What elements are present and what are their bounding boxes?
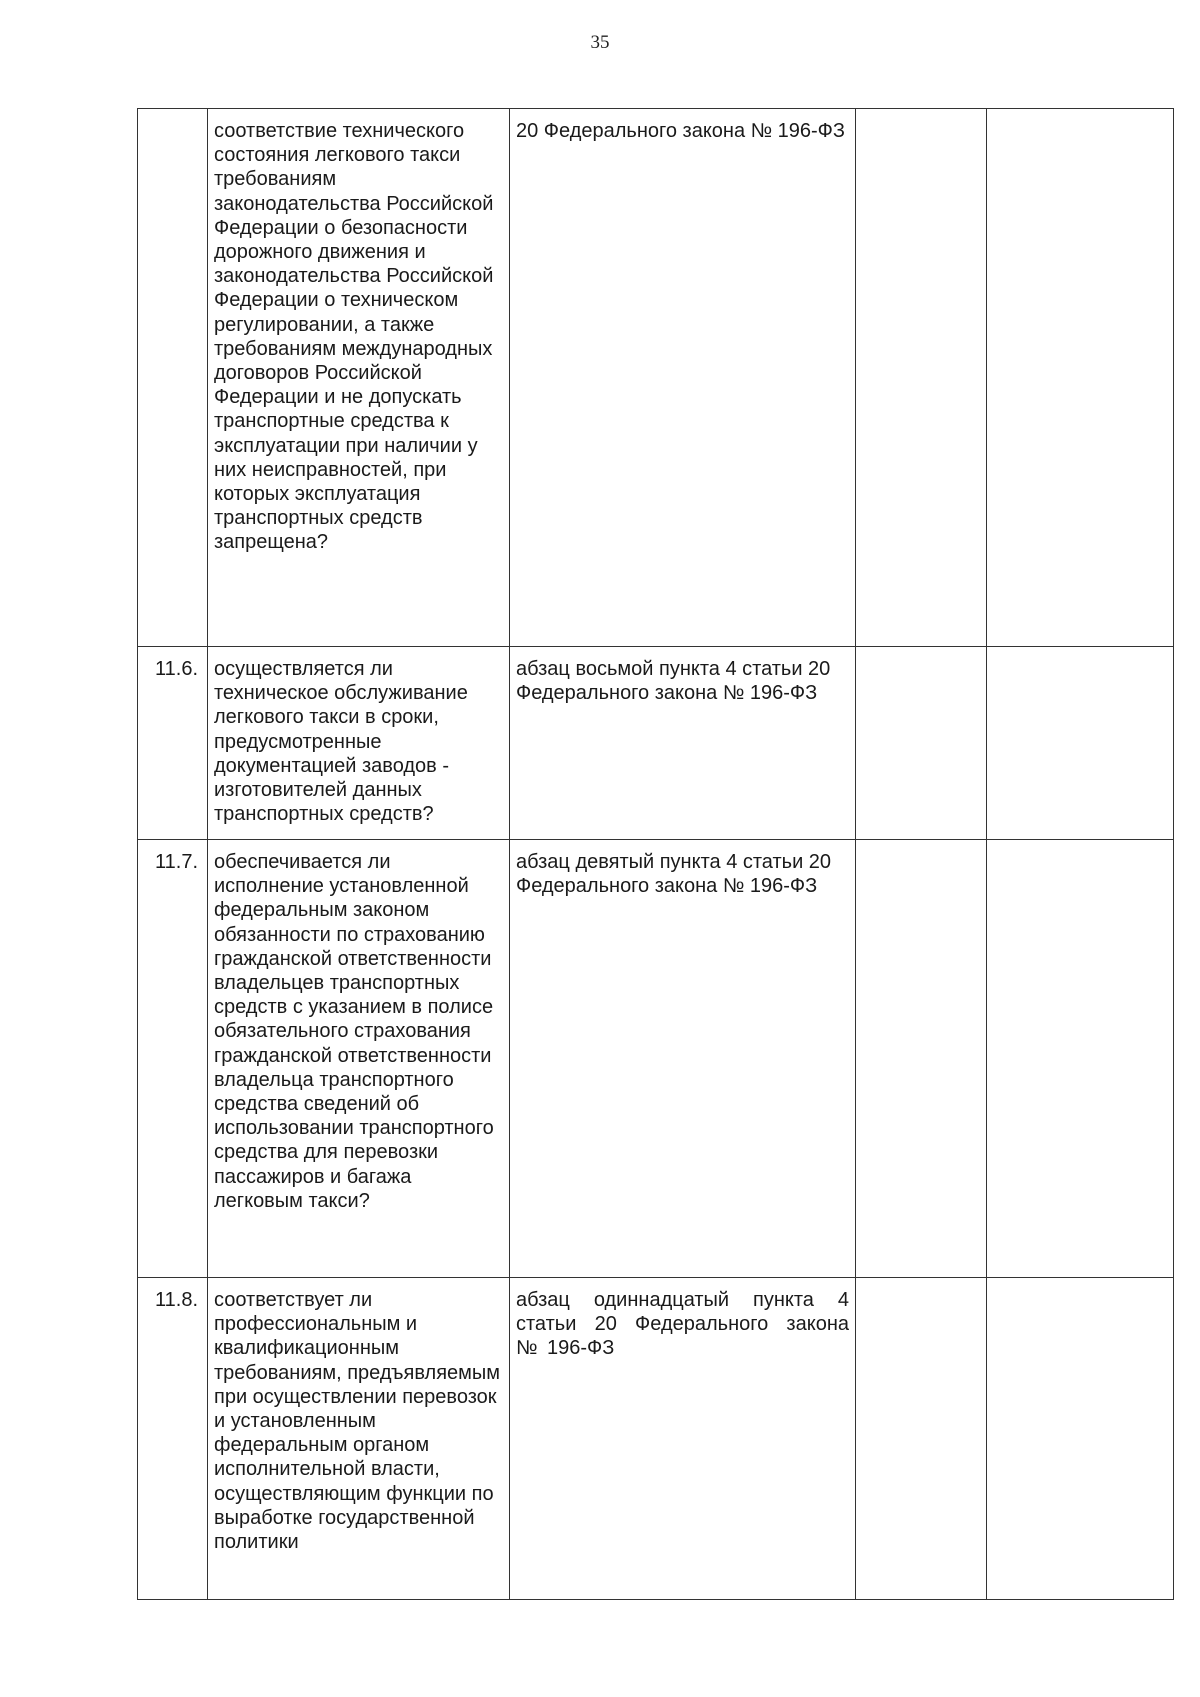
note-cell xyxy=(987,109,1174,647)
item-number: 11.7. xyxy=(138,840,208,1278)
legal-reference: абзац девятый пункта 4 статьи 20 Федерального закона № 196-ФЗ xyxy=(510,840,856,1278)
requirement-question: обеспечивается ли исполнение установленной федеральным законом обязанности по страхованию гражданской ответственности владельцев транспортных средств с указанием в полисе обязательного страхования гражданской ответственности владельца транспортного средства сведений об использовании транспортного средства для перевозки пассажиров и багажа легковым такси? xyxy=(208,840,510,1278)
note-cell xyxy=(987,1278,1174,1600)
answer-cell xyxy=(856,840,987,1278)
table-row xyxy=(138,1278,1174,1600)
requirement-question: соответствует ли профессиональным и квалификационным требованиям, предъявляемым при осуществлении перевозок и установленным федеральным органом исполнительной власти, осуществляющим функции по выработке государственной политики xyxy=(208,1278,510,1600)
legal-reference: 20 Федерального закона № 196-ФЗ xyxy=(510,109,856,647)
table-row xyxy=(138,647,1174,840)
item-number xyxy=(138,109,208,647)
item-number: 11.6. xyxy=(138,647,208,840)
table-row xyxy=(138,109,1174,647)
note-cell xyxy=(987,840,1174,1278)
note-cell xyxy=(987,647,1174,840)
legal-reference: абзац восьмой пункта 4 статьи 20 Федерального закона № 196-ФЗ xyxy=(510,647,856,840)
requirement-question: соответствие технического состояния легкового такси требованиям законодательства Российской Федерации о безопасности дорожного движения и законодательства Российской Федерации о техническом регулировании, а также требованиям международных договоров Российской Федерации и не допускать транспортные средства к эксплуатации при наличии у них неисправностей, при которых эксплуатация транспортных средств запрещена? xyxy=(208,109,510,647)
item-number: 11.8. xyxy=(138,1278,208,1600)
legal-reference: абзац одиннадцатый пункта 4 статьи 20 Федерального закона № 196-ФЗ xyxy=(510,1278,856,1600)
answer-cell xyxy=(856,1278,987,1600)
answer-cell xyxy=(856,647,987,840)
requirement-question: осуществляется ли техническое обслуживание легкового такси в сроки, предусмотренные документацией заводов - изготовителей данных транспортных средств? xyxy=(208,647,510,840)
page-number: 35 xyxy=(590,32,610,53)
checklist-table xyxy=(137,108,1174,1600)
table-row xyxy=(138,840,1174,1278)
answer-cell xyxy=(856,109,987,647)
